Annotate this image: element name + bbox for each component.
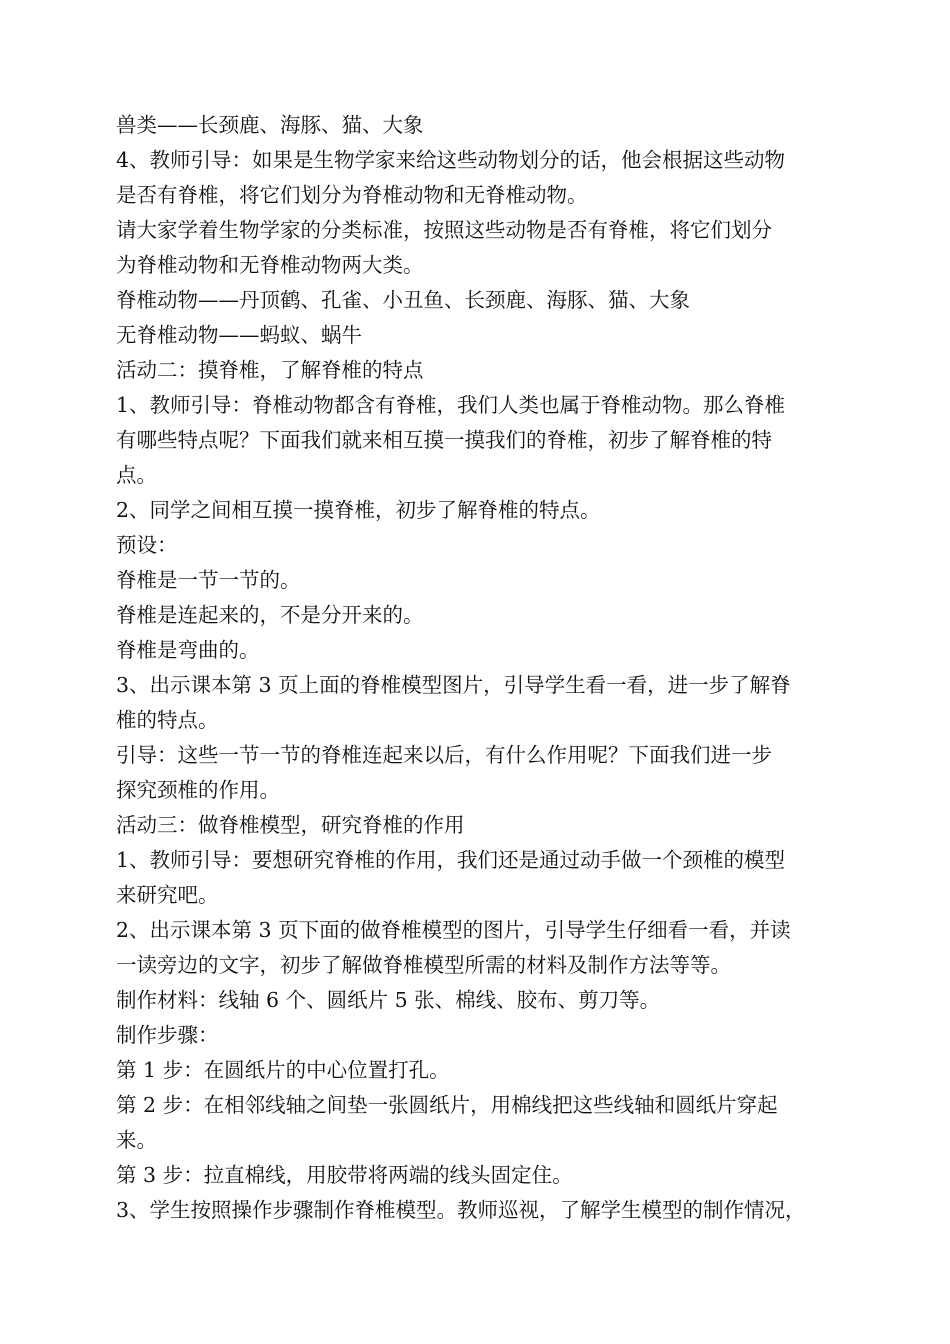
text-line: 制作材料：线轴 6 个、圆纸片 5 张、棉线、胶布、剪刀等。	[116, 988, 661, 1012]
text-line: 兽类——长颈鹿、海豚、猫、大象	[116, 113, 424, 137]
text-line: 4、教师引导：如果是生物学家来给这些动物划分的话，他会根据这些动物	[116, 148, 786, 172]
text-line: 3、出示课本第 3 页上面的脊椎模型图片，引导学生看一看，进一步了解脊	[116, 673, 791, 697]
text-line: 来研究吧。	[116, 883, 219, 907]
text-line: 1、教师引导：脊椎动物都含有脊椎，我们人类也属于脊椎动物。那么脊椎	[116, 393, 786, 417]
text-line: 引导：这些一节一节的脊椎连起来以后，有什么作用呢？下面我们进一步	[116, 743, 772, 767]
text-line: 脊椎动物——丹顶鹤、孔雀、小丑鱼、长颈鹿、海豚、猫、大象	[116, 288, 690, 312]
text-line: 脊椎是连起来的，不是分开来的。	[116, 603, 424, 627]
text-line: 第 2 步：在相邻线轴之间垫一张圆纸片，用棉线把这些线轴和圆纸片穿起	[116, 1093, 778, 1117]
text-line: 椎的特点。	[116, 708, 219, 732]
text-line: 无脊椎动物——蚂蚁、蜗牛	[116, 323, 362, 347]
text-line: 点。	[116, 463, 157, 487]
text-line: 来。	[116, 1128, 157, 1152]
text-line: 脊椎是弯曲的。	[116, 638, 260, 662]
text-line: 第 1 步：在圆纸片的中心位置打孔。	[116, 1058, 450, 1082]
text-line: 为脊椎动物和无脊椎动物两大类。	[116, 253, 424, 277]
document-page	[116, 108, 840, 1228]
text-line: 2、出示课本第 3 页下面的做脊椎模型的图片，引导学生仔细看一看，并读	[116, 918, 791, 942]
text-line: 一读旁边的文字，初步了解做脊椎模型所需的材料及制作方法等等。	[116, 953, 731, 977]
section-heading: 活动三：做脊椎模型，研究脊椎的作用	[116, 813, 465, 837]
text-line: 脊椎是一节一节的。	[116, 568, 301, 592]
text-line: 制作步骤：	[116, 1023, 219, 1047]
text-line: 1、教师引导：要想研究脊椎的作用，我们还是通过动手做一个颈椎的模型	[116, 848, 786, 872]
section-heading: 活动二：摸脊椎，了解脊椎的特点	[116, 358, 424, 382]
text-line: 第 3 步：拉直棉线，用胶带将两端的线头固定住。	[116, 1163, 573, 1187]
text-line: 是否有脊椎，将它们划分为脊椎动物和无脊椎动物。	[116, 183, 588, 207]
text-line: 预设：	[116, 533, 178, 557]
text-line: 请大家学着生物学家的分类标准，按照这些动物是否有脊椎，将它们划分	[116, 218, 772, 242]
text-line: 有哪些特点呢？下面我们就来相互摸一摸我们的脊椎，初步了解脊椎的特	[116, 428, 772, 452]
text-line: 3、学生按照操作步骤制作脊椎模型。教师巡视，了解学生模型的制作情况，	[116, 1198, 806, 1222]
text-line: 探究颈椎的作用。	[116, 778, 280, 802]
text-line: 2、同学之间相互摸一摸脊椎，初步了解脊椎的特点。	[116, 498, 601, 522]
